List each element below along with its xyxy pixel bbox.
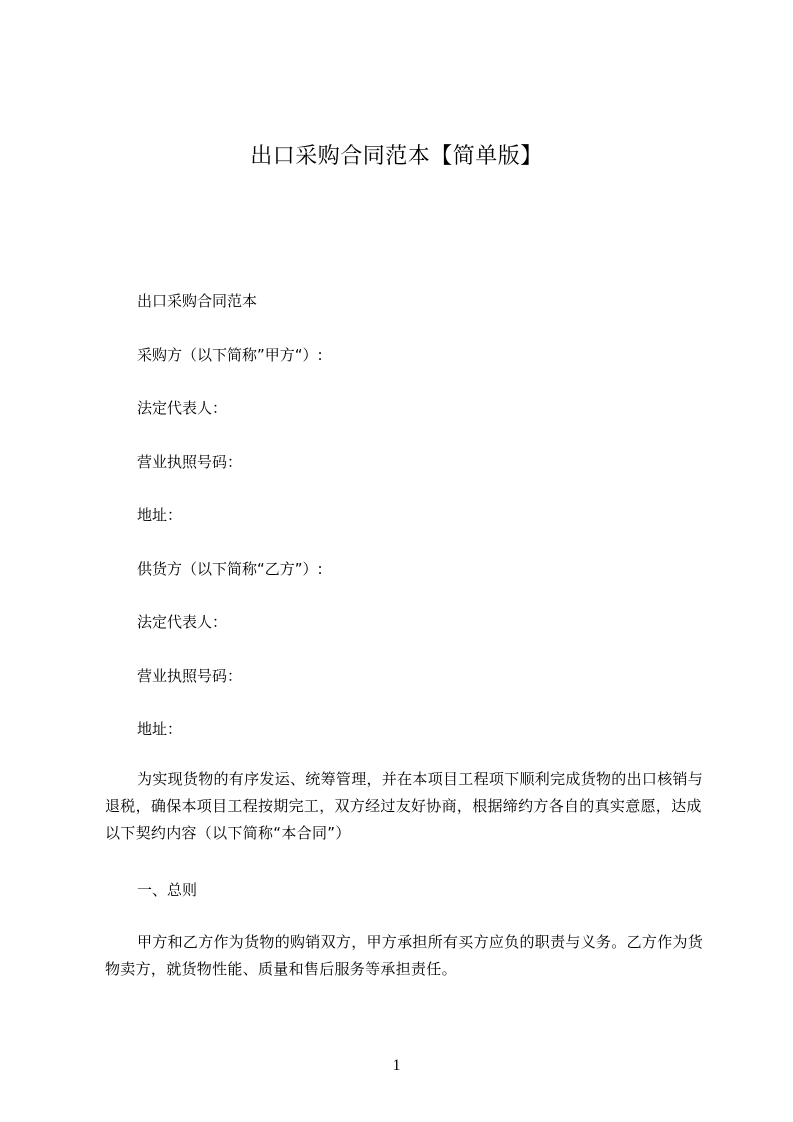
- supplier-address-line: 地址：: [137, 720, 183, 738]
- section-heading-general: 一、总则: [137, 881, 198, 899]
- page-number: 1: [392, 1057, 401, 1074]
- buyer-address-line: 地址：: [137, 506, 183, 524]
- buyer-line: 采购方（以下简称”甲方“）:: [137, 346, 323, 364]
- supplier-legal-rep-line: 法定代表人：: [137, 613, 228, 631]
- supplier-license-line: 营业执照号码：: [137, 667, 243, 685]
- general-paragraph: [105, 929, 715, 983]
- preamble-text: 为实现货物的有序发运、统筹管理，并在本项目工程项下顺利完成货物的出口核销与退税，确保本项目工程按期完工，双方经过友好协商，根据缔约方各自的真实意愿，达成以下契约内容（以下简称“本合同”）: [105, 770, 704, 842]
- supplier-line: 供货方（以下简称“乙方”）:: [137, 560, 323, 578]
- buyer-legal-rep-line: 法定代表人：: [137, 399, 228, 417]
- document-title: 出口采购合同范本【简单版】: [250, 144, 543, 169]
- buyer-license-line: 营业执照号码：: [137, 453, 243, 471]
- preamble-paragraph: [105, 766, 715, 847]
- general-text: 甲方和乙方作为货物的购销双方，甲方承担所有买方应负的职责与义务。乙方作为货物卖方，就货物性能、质量和售后服务等承担责任。: [105, 933, 704, 978]
- subtitle-line: 出口采购合同范本: [137, 292, 258, 310]
